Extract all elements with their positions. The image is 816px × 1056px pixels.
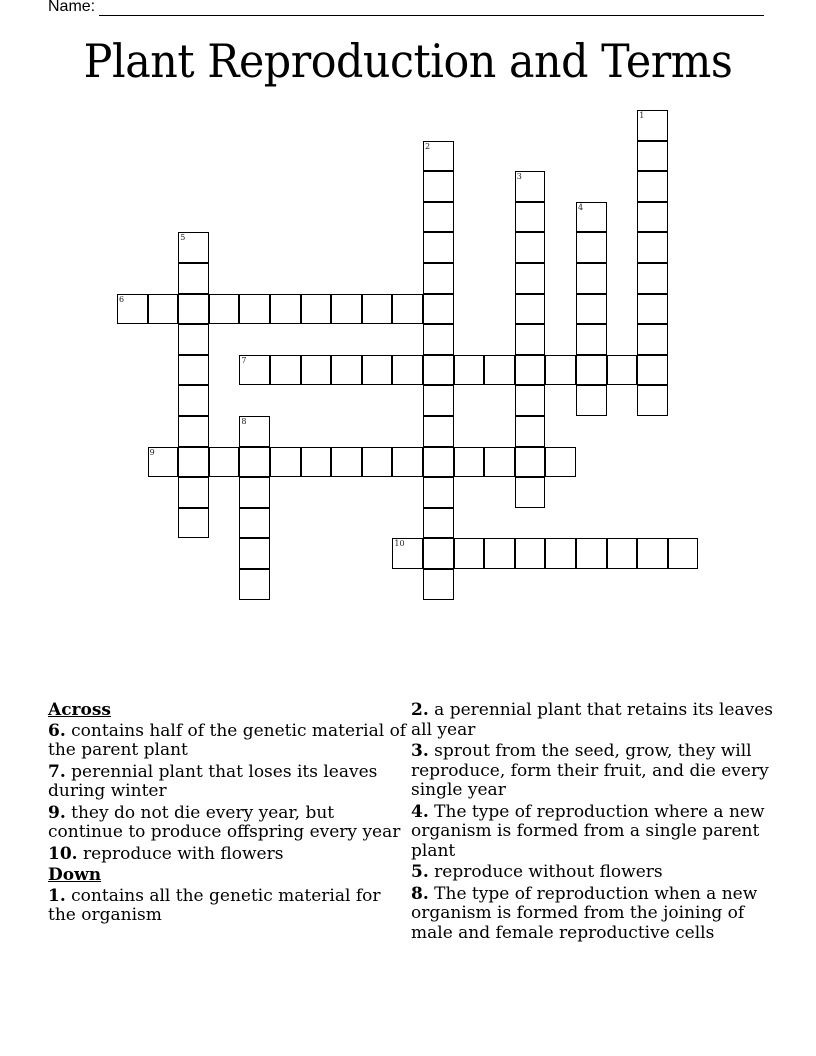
crossword-cell[interactable]	[637, 171, 668, 202]
crossword-cell[interactable]	[178, 416, 209, 447]
across-heading: Across	[48, 700, 111, 720]
cell-number: 3	[516, 172, 522, 182]
clue-down-3: 3. sprout from the seed, grow, they will reproduce, form their fruit, and die every single year	[411, 741, 769, 800]
crossword-cell[interactable]	[117, 294, 148, 325]
crossword-cell[interactable]	[178, 447, 209, 478]
crossword-cell[interactable]	[209, 294, 240, 325]
crossword-cell[interactable]	[637, 110, 668, 141]
cell-number: 7	[241, 355, 247, 365]
crossword-cell[interactable]	[362, 294, 393, 325]
crossword-cell[interactable]	[515, 355, 546, 386]
crossword-cell[interactable]	[423, 385, 454, 416]
crossword-cell[interactable]	[209, 447, 240, 478]
crossword-cell[interactable]	[423, 477, 454, 508]
crossword-cell[interactable]	[178, 355, 209, 386]
crossword-cell[interactable]	[301, 447, 332, 478]
name-label: Name:	[48, 0, 96, 15]
crossword-cell[interactable]	[668, 538, 699, 569]
cell-number: 5	[180, 233, 186, 243]
crossword-cell[interactable]	[576, 232, 607, 263]
crossword-cell[interactable]	[484, 355, 515, 386]
crossword-cell[interactable]	[484, 538, 515, 569]
crossword-cell[interactable]	[545, 447, 576, 478]
crossword-cell[interactable]	[515, 232, 546, 263]
crossword-cell[interactable]	[423, 447, 454, 478]
crossword-cell[interactable]	[515, 294, 546, 325]
crossword-cell[interactable]	[423, 355, 454, 386]
cell-number: 6	[119, 294, 125, 304]
crossword-cell[interactable]	[515, 416, 546, 447]
crossword-cell[interactable]	[515, 477, 546, 508]
crossword-cell[interactable]	[637, 141, 668, 172]
crossword-cell[interactable]	[178, 294, 209, 325]
cell-number: 8	[241, 417, 247, 426]
crossword-cell[interactable]	[423, 263, 454, 294]
crossword-cell[interactable]	[637, 202, 668, 233]
crossword-cell[interactable]	[178, 477, 209, 508]
cell-number: 1	[639, 111, 645, 120]
crossword-cell[interactable]	[178, 385, 209, 416]
crossword-cell[interactable]	[637, 355, 668, 386]
crossword-cell[interactable]	[423, 232, 454, 263]
crossword-cell[interactable]	[178, 324, 209, 355]
crossword-cell[interactable]	[576, 538, 607, 569]
cell-number: 10	[394, 539, 405, 549]
crossword-cell[interactable]	[515, 385, 546, 416]
crossword-cell[interactable]	[454, 538, 485, 569]
crossword-cell[interactable]	[454, 355, 485, 386]
clue-down-5: 5. reproduce without flowers	[411, 862, 663, 882]
page-title: Plant Reproduction and Terms	[83, 34, 733, 88]
crossword-cell[interactable]	[423, 141, 454, 172]
crossword-cell[interactable]	[637, 324, 668, 355]
crossword-cell[interactable]	[239, 355, 270, 386]
crossword-cell[interactable]	[301, 355, 332, 386]
cell-number: 2	[425, 141, 431, 151]
clue-down-4: 4. The type of reproduction where a new organism is formed from a single parent plant	[411, 801, 765, 861]
crossword-cell[interactable]	[239, 538, 270, 569]
crossword-cell[interactable]	[392, 355, 423, 386]
crossword-cell[interactable]	[576, 355, 607, 386]
crossword-cell[interactable]	[576, 294, 607, 325]
crossword-cell[interactable]	[576, 324, 607, 355]
crossword-cell[interactable]	[637, 294, 668, 325]
clue-across-7: 7. perennial plant that loses its leaves during winter	[48, 761, 378, 801]
crossword-cell[interactable]	[270, 294, 301, 325]
cell-number: 4	[578, 202, 584, 212]
crossword-cell[interactable]	[423, 569, 454, 600]
crossword-cell[interactable]	[239, 508, 270, 539]
crossword-cell[interactable]	[576, 385, 607, 416]
crossword-cell[interactable]	[423, 538, 454, 569]
crossword-cell[interactable]	[454, 447, 485, 478]
crossword-cell[interactable]	[331, 294, 362, 325]
crossword-cell[interactable]	[576, 202, 607, 233]
crossword-cell[interactable]	[545, 355, 576, 386]
crossword-cell[interactable]	[239, 416, 270, 447]
cell-number: 9	[149, 447, 155, 457]
crossword-cell[interactable]	[423, 508, 454, 539]
crossword-cell[interactable]	[515, 202, 546, 233]
crossword-cell[interactable]	[178, 508, 209, 539]
crossword-cell[interactable]	[515, 171, 546, 202]
crossword-cell[interactable]	[362, 355, 393, 386]
clues-column-left	[48, 701, 408, 928]
crossword-cell[interactable]	[239, 294, 270, 325]
crossword-cell[interactable]	[362, 447, 393, 478]
clues-column-right	[411, 701, 781, 945]
crossword-cell[interactable]	[331, 447, 362, 478]
crossword-cell[interactable]	[331, 355, 362, 386]
crossword-cell[interactable]	[637, 385, 668, 416]
crossword-cell[interactable]	[515, 447, 546, 478]
down-heading: Down	[48, 865, 102, 885]
crossword-cell[interactable]	[607, 355, 638, 386]
crossword-cell[interactable]	[392, 294, 423, 325]
crossword-cell[interactable]	[270, 355, 301, 386]
clue-down-1: 1. contains all the genetic material for the organism	[48, 885, 381, 925]
crossword-cell[interactable]	[637, 232, 668, 263]
crossword-cell[interactable]	[423, 416, 454, 447]
crossword-cell[interactable]	[637, 263, 668, 294]
crossword-cell[interactable]	[576, 263, 607, 294]
crossword-cell[interactable]	[239, 477, 270, 508]
crossword-cell[interactable]	[607, 538, 638, 569]
clue-across-10: 10. reproduce with flowers	[48, 843, 284, 864]
crossword-cell[interactable]	[423, 324, 454, 355]
crossword-cell[interactable]	[637, 538, 668, 569]
crossword-cell[interactable]	[178, 263, 209, 294]
crossword-cell[interactable]	[545, 538, 576, 569]
crossword-cell[interactable]	[178, 232, 209, 263]
crossword-cell[interactable]	[515, 324, 546, 355]
clue-across-9: 9. they do not die every year, but continue to produce offspring every year	[48, 802, 401, 842]
crossword-cell[interactable]	[148, 294, 179, 325]
crossword-cell[interactable]	[423, 171, 454, 202]
clue-down-2: 2. a perennial plant that retains its leaves all year	[411, 700, 774, 740]
clue-down-8: 8. The type of reproduction when a new organism is formed from the joining of male and female reproductive cells	[411, 883, 758, 943]
crossword-cell[interactable]	[423, 202, 454, 233]
crossword-cell[interactable]	[239, 569, 270, 600]
crossword-cell[interactable]	[484, 447, 515, 478]
crossword-cell[interactable]	[423, 294, 454, 325]
crossword-cell[interactable]	[301, 294, 332, 325]
crossword-cell[interactable]	[239, 447, 270, 478]
crossword-cell[interactable]	[392, 538, 423, 569]
crossword-cell[interactable]	[148, 447, 179, 478]
crossword-cell[interactable]	[515, 263, 546, 294]
clue-across-6: 6. contains half of the genetic material of the parent plant	[48, 720, 407, 760]
crossword-cell[interactable]	[515, 538, 546, 569]
crossword-cell[interactable]	[270, 447, 301, 478]
crossword-cell[interactable]	[392, 447, 423, 478]
